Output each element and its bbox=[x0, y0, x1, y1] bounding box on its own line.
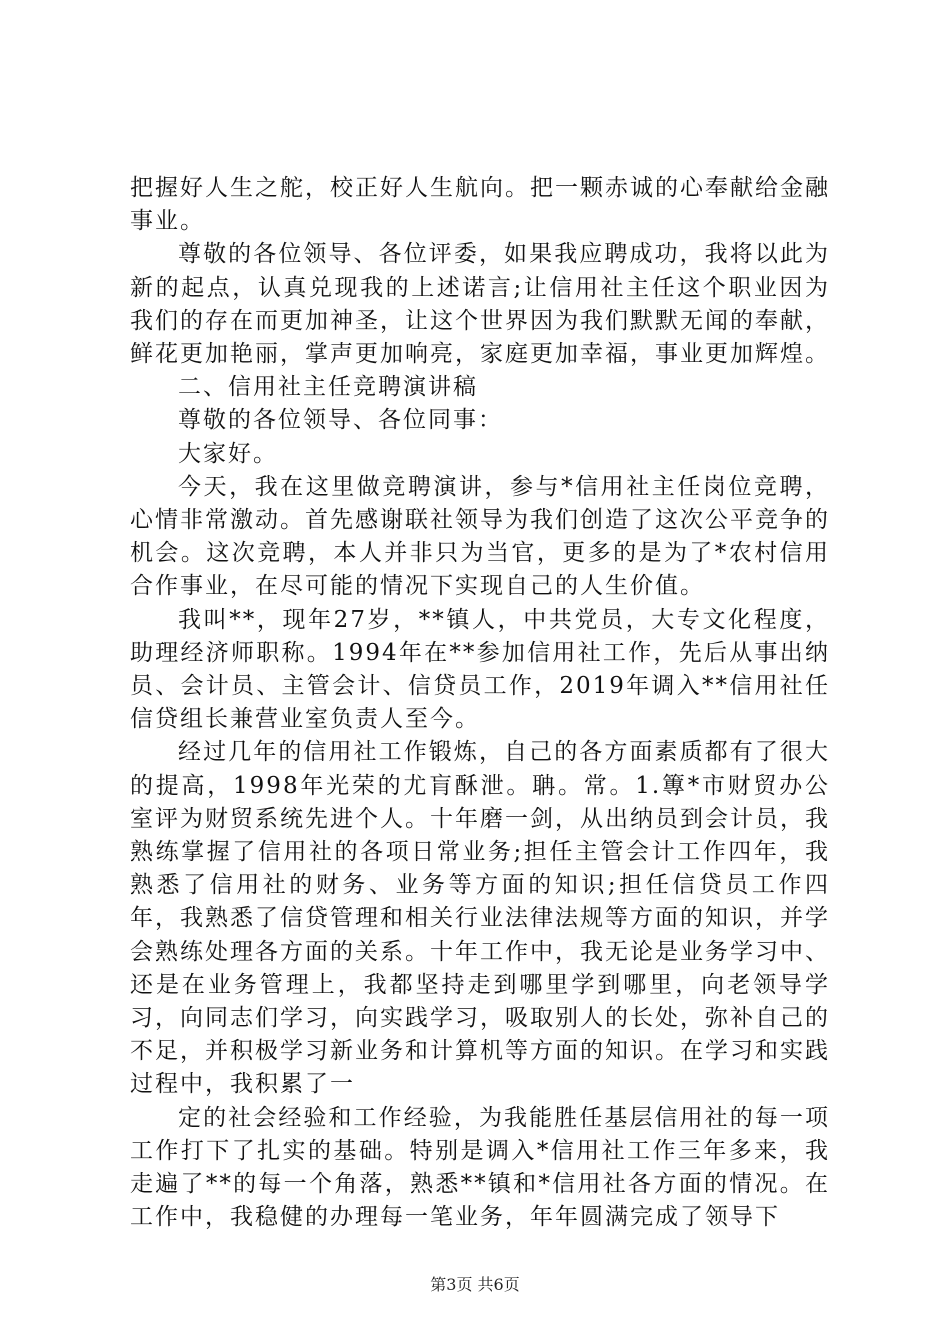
paragraph-6: 今天，我在这里做竞聘演讲，参与*信用社主任岗位竞聘，心情非常激动。首先感谢联社领导为我们创造了这次公平竞争的机会。这次竞聘，本人并非只为当官，更多的是为了*农村信用合作事业，在尽可能的情况下实现自己的人生价值。 bbox=[130, 473, 830, 600]
document-body bbox=[130, 172, 830, 1235]
paragraph-1: 把握好人生之舵，校正好人生航向。把一颗赤诚的心奉献给金融事业。 bbox=[130, 175, 830, 235]
greeting: 大家好。 bbox=[178, 440, 278, 467]
paragraph-2: 尊敬的各位领导、各位评委，如果我应聘成功，我将以此为新的起点，认真兑现我的上述诺言;让信用社主任这个职业因为我们的存在而更加神圣，让这个世界因为我们默默无闻的奉献，鲜花更加艳丽，掌声更加响亮，家庭更加幸福，事业更加辉煌。 bbox=[130, 241, 830, 368]
section-heading: 二、信用社主任竞聘演讲稿 bbox=[178, 374, 478, 401]
page-number-footer: 第3页 共6页 bbox=[430, 1275, 520, 1294]
salutation: 尊敬的各位领导、各位同事： bbox=[178, 407, 503, 434]
paragraph-8: 经过几年的信用社工作锻炼，自己的各方面素质都有了很大的提高，1998年光荣的尤肓酥泄。聃。常。1.篿*市财贸办公室评为财贸系统先进个人。十年磨一剑，从出纳员到会计员，我熟练掌握了信用社的各项日常业务;担任主管会计工作四年，我熟悉了信用社的财务、业务等方面的知识;担任信贷员工作四年，我熟悉了信贷管理和相关行业法律法规等方面的知识，并学会熟练处理各方面的关系。十年工作中，我无论是业务学习中、还是在业务管理上，我都坚持走到哪里学到哪里，向老领导学习，向同志们学习，向实践学习，吸取别人的长处，弥补自己的不足，并积极学习新业务和计算机等方面的知识。在学习和实践过程中，我积累了一 bbox=[130, 739, 830, 1098]
paragraph-7: 我叫**，现年27岁，**镇人，中共党员，大专文化程度，助理经济师职称。1994年在**参加信用社工作，先后从事出纳员、会计员、主管会计、信贷员工作，2019年调入**信用社任信贷组长兼营业室负责人至今。 bbox=[130, 606, 830, 733]
paragraph-9: 定的社会经验和工作经验，为我能胜任基层信用社的每一项工作打下了扎实的基础。特别是调入*信用社工作三年多来，我走遍了**的每一个角落，熟悉**镇和*信用社各方面的情况。在工作中，我稳健的办理每一笔业务，年年圆满完成了领导下 bbox=[130, 1104, 830, 1231]
